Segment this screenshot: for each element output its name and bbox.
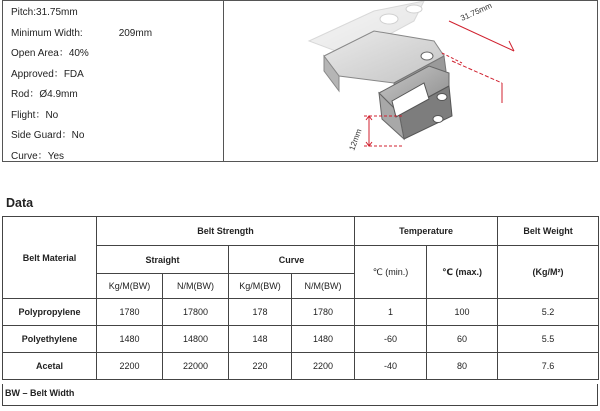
unit-curve-kg: Kg/M(BW) (229, 274, 292, 299)
header-belt-weight: Belt Weight (498, 217, 599, 246)
header-temperature: Temperature (355, 217, 498, 246)
curve-n-cell: 2200 (292, 353, 355, 380)
material-cell: Polypropylene (3, 299, 97, 326)
header-curve: Curve (229, 246, 355, 274)
table-row (3, 299, 599, 326)
spec-side-guard: Side Guard：No (11, 130, 85, 141)
table-row (3, 326, 599, 353)
spec-approved: Approved：FDA (11, 68, 84, 80)
belt-data-table (2, 216, 599, 380)
straight-n-cell: 17800 (163, 299, 229, 326)
curve-kg-cell: 220 (229, 353, 292, 380)
table-header-row (3, 217, 599, 246)
spec-open-area: Open Area：40% (11, 48, 89, 59)
height-dimension-label: 12mm (347, 127, 364, 152)
material-cell: Polyethylene (3, 326, 97, 353)
spec-flight: Flight：No (11, 109, 59, 121)
spec-curve: Curve：Yes (11, 150, 65, 162)
weight-cell: 5.2 (498, 299, 599, 326)
straight-kg-cell: 1780 (97, 299, 163, 326)
curve-kg-cell: 178 (229, 299, 292, 326)
straight-n-cell: 22000 (163, 353, 229, 380)
temp-max-cell: 80 (427, 353, 498, 380)
spec-pitch: Pitch:31.75mm (11, 7, 78, 18)
weight-cell: 7.6 (498, 353, 599, 380)
spec-panel (2, 0, 598, 162)
header-temp-max: ℃ (max.) (427, 246, 498, 299)
straight-kg-cell: 1480 (97, 326, 163, 353)
temp-min-cell: 1 (355, 299, 427, 326)
pitch-dimension (442, 21, 514, 103)
footnote: BW – Belt Width (2, 384, 598, 406)
header-temp-min: ℃ (min.) (355, 246, 427, 299)
belt-module-illustration (224, 1, 599, 161)
curve-n-cell: 1480 (292, 326, 355, 353)
straight-kg-cell: 2200 (97, 353, 163, 380)
temp-max-cell: 60 (427, 326, 498, 353)
curve-kg-cell: 148 (229, 326, 292, 353)
header-straight: Straight (97, 246, 229, 274)
curve-n-cell: 1780 (292, 299, 355, 326)
temp-min-cell: -60 (355, 326, 427, 353)
header-weight-unit: (Kg/M²) (498, 246, 599, 299)
table-row (3, 353, 599, 380)
unit-curve-n: N/M(BW) (292, 274, 355, 299)
header-belt-material: Belt Material (3, 217, 97, 299)
weight-cell: 5.5 (498, 326, 599, 353)
temp-min-cell: -40 (355, 353, 427, 380)
straight-n-cell: 14800 (163, 326, 229, 353)
material-cell: Acetal (3, 353, 97, 380)
spec-list (11, 3, 152, 167)
unit-straight-n: N/M(BW) (163, 274, 229, 299)
section-title: Data (6, 196, 34, 210)
spec-rod: Rod：Ø4.9mm (11, 89, 78, 100)
pitch-dimension-label: 31.75mm (459, 1, 494, 23)
unit-straight-kg: Kg/M(BW) (97, 274, 163, 299)
spec-minimum-width: Minimum Width: 209mm (11, 27, 153, 39)
header-belt-strength: Belt Strength (97, 217, 355, 246)
temp-max-cell: 100 (427, 299, 498, 326)
